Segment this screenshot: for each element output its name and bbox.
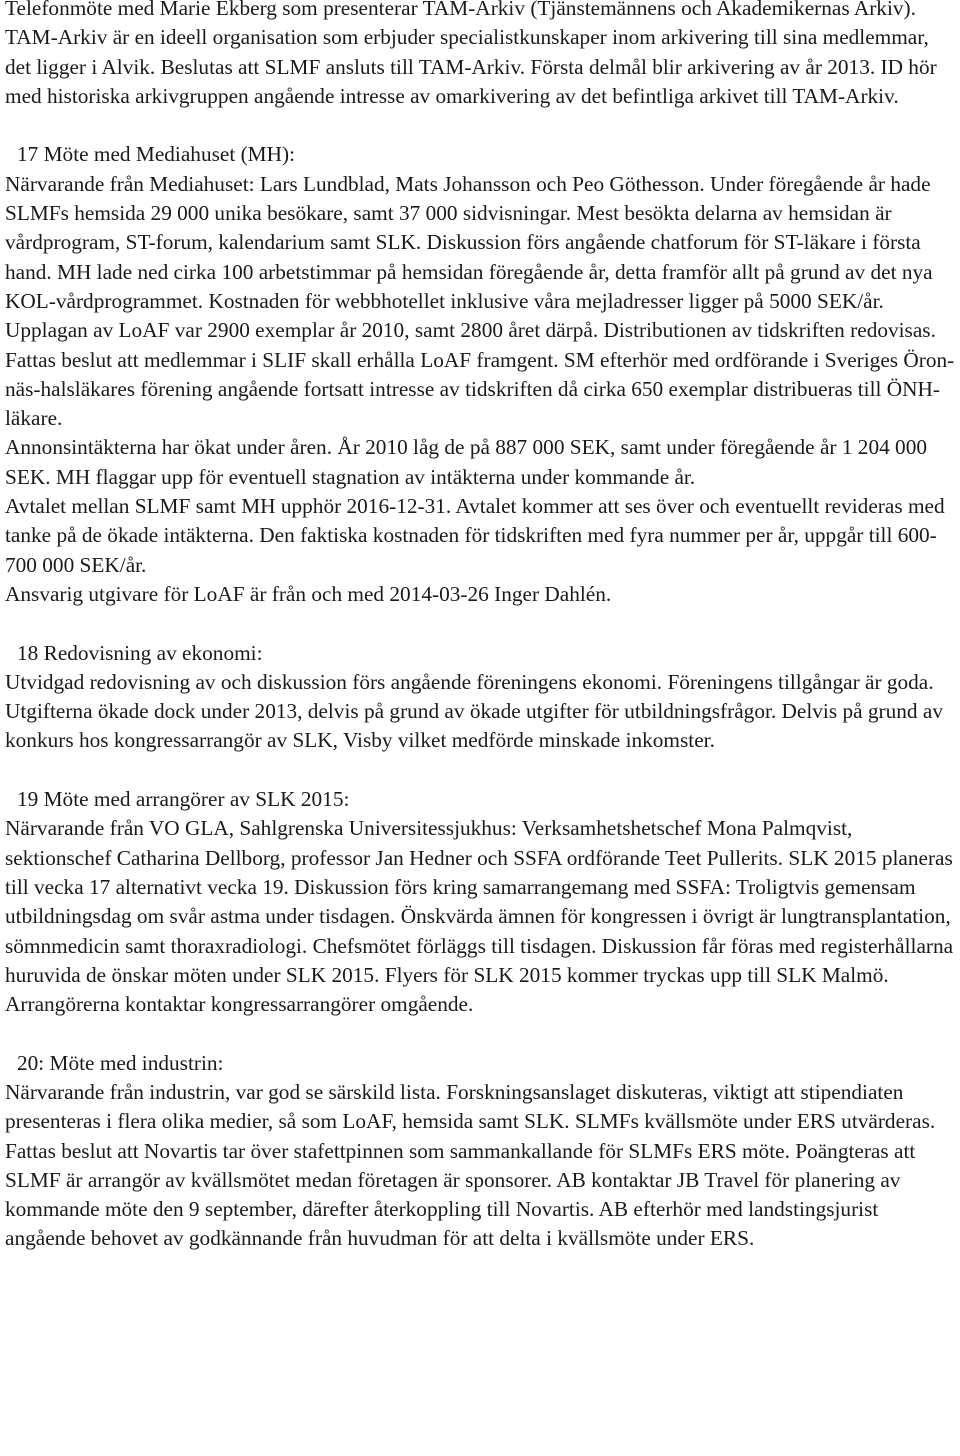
section-heading-17: 17 Möte med Mediahuset (MH):	[17, 142, 295, 167]
section-17-paragraph-3: Avtalet mellan SLMF samt MH upphör 2016-12-31. Avtalet kommer att ses över och eventuellt revideras med tanke på de ökade intäkterna. Den faktiska kostnaden för tidskriften med fyra nummer per år, uppgår till 600-700 000 SEK/år.	[5, 494, 945, 577]
section-17-paragraph-4: Ansvarig utgivare för LoAF är från och med 2014-03-26 Inger Dahlén.	[5, 581, 612, 606]
section-heading-20: 20: Möte med industrin:	[17, 1050, 224, 1075]
intro-paragraph: Telefonmöte med Marie Ekberg som presenterar TAM-Arkiv (Tjänstemännens och Akademikernas Arkiv). TAM-Arkiv är en ideell organisation som erbjuder specialistkunskaper inom arkivering till sina medlemmar, det ligger i Alvik. Beslutas att SLMF ansluts till TAM-Arkiv. Första delmål blir arkivering av år 2013. ID hör med historiska arkivgruppen angående intresse av omarkivering av det befintliga arkivet till TAM-Arkiv.	[5, 0, 937, 108]
section-heading-19: 19 Möte med arrangörer av SLK 2015:	[17, 787, 350, 812]
section-19-paragraph-1: Närvarande från VO GLA, Sahlgrenska Universitessjukhus: Verksamhetshetschef Mona Palmqvist, sektionschef Catharina Dellborg, professor Jan Hedner och SSFA ordförande Teet Pullerits. SLK 2015 planeras till vecka 17 alternativt vecka 19. Diskussion förs kring samarrangemang med SSFA: Troligtvis gemensam utbildningsdag om svår astma under tisdagen. Önskvärda ämnen för kongressen i övrigt är lungtransplantation, sömnmedicin samt thoraxradiologi. Chefsmötet förläggs till tisdagen. Diskussion får föras med registerhållarna huruvida de önskar möten under SLK 2015. Flyers för SLK 2015 kommer tryckas upp till SLK Malmö. Arrangörerna kontaktar kongressarrangörer omgående.	[5, 816, 954, 1017]
spacer	[5, 111, 955, 140]
spacer	[5, 1019, 955, 1048]
spacer	[5, 756, 955, 785]
section-20-paragraph-1: Närvarande från industrin, var god se särskild lista. Forskningsanslaget diskuteras, viktigt att stipendiaten presenteras i flera olika medier, så som LoAF, hemsida samt SLK. SLMFs kvällsmöte under ERS utvärderas. Fattas beslut att Novartis tar över stafettpinnen som sammankallande för SLMFs ERS möte. Poängteras att SLMF är arrangör av kvällsmötet medan företagen är sponsorer. AB kontaktar JB Travel för planering av kommande möte den 9 september, därefter återkoppling till Novartis. AB efterhör med landstingsjurist angående behovet av godkännande från huvudman för att delta i kvällsmöte under ERS.	[5, 1079, 936, 1251]
section-heading-18: 18 Redovisning av ekonomi:	[17, 640, 263, 665]
spacer	[5, 609, 955, 638]
section-17-paragraph-2: Annonsintäkterna har ökat under åren. År 2010 låg de på 887 000 SEK, samt under föregående år 1 204 000 SEK. MH flaggar upp för eventuell stagnation av intäkterna under kommande år.	[5, 435, 928, 489]
document-page	[5, 0, 955, 1254]
section-18-paragraph-1: Utvidgad redovisning av och diskussion förs angående föreningens ekonomi. Föreningens tillgångar är goda. Utgifterna ökade dock under 2013, delvis på grund av ökade utgifter för utbildningsfrågor. Delvis på grund av konkurs hos kongressarrangör av SLK, Visby vilket medförde minskade inkomster.	[5, 669, 943, 753]
section-17-paragraph-1: Närvarande från Mediahuset: Lars Lundblad, Mats Johansson och Peo Göthesson. Under föregående år hade SLMFs hemsida 29 000 unika besökare, samt 37 000 sidvisningar. Mest besökta delarna av hemsidan är vårdprogram, ST-forum, kalendarium samt SLK. Diskussion förs angående chatforum för ST-läkare i första hand. MH lade ned cirka 100 arbetstimmar på hemsidan föregående år, detta framför allt på grund av det nya KOL-vårdprogrammet. Kostnaden för webbhotellet inklusive våra mejladresser ligger på 5000 SEK/år. Upplagan av LoAF var 2900 exemplar år 2010, samt 2800 året därpå. Distributionen av tidskriften redovisas. Fattas beslut att medlemmar i SLIF skall erhålla LoAF framgent. SM efterhör med ordförande i Sveriges Öron-näs-halsläkares förening angående fortsatt intresse av tidskriften då cirka 650 exemplar distribueras till ÖNH-läkare.	[5, 171, 955, 431]
